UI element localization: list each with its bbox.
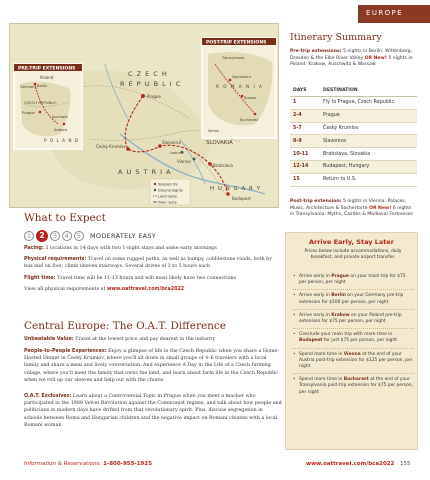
- table-row: [290, 97, 417, 110]
- item-rest: at the end of your Austria post-trip extension for $125 per person, per night: [299, 351, 413, 370]
- item-rest: on your Germany pre-trip extension for $100 per person, per night: [299, 293, 404, 305]
- list-item: [293, 274, 414, 290]
- pre-inset-poland-top: Poland: [40, 75, 54, 80]
- item-city: Krakow: [331, 312, 350, 318]
- pre-inset-krakow: Krakow: [54, 128, 68, 132]
- table-row: [290, 148, 417, 161]
- view-requirements-text: View all physical requirements at: [24, 287, 107, 292]
- value-text: Travel at the lowest price and pay dearest in the industry: [75, 337, 216, 342]
- row-destination: Slavonice: [320, 135, 417, 148]
- table-row: [290, 109, 417, 122]
- post-inset-transylvania: Transylvania: [222, 56, 245, 60]
- map-city-prague: Prague: [147, 94, 161, 99]
- row-destination: Fly to Prague, Czech Republic: [320, 97, 417, 110]
- pace-level-2-active: 2: [36, 230, 48, 242]
- item-lead: Arrive early in: [299, 293, 332, 299]
- requirements-link[interactable]: www.oattravel.com/bca2022: [106, 287, 185, 292]
- row-days: 10-11: [290, 148, 320, 161]
- post-inset-title: POST-TRIP EXTENSIONS: [206, 40, 267, 46]
- physical-text: Travel on some rugged paths, as well as bumpy, cobblestone roads, both by bus and on foot; climb uneven stairways. Several drives of 3 to 5 hours each: [24, 257, 272, 270]
- value-label: Unbeatable Value:: [24, 337, 74, 342]
- itinerary-header-destination: DESTINATION: [320, 86, 417, 97]
- map-city-slavonice: Slavonice: [162, 140, 182, 145]
- post-trip-new: New!: [378, 205, 392, 211]
- requirements-link-paragraph: [24, 286, 282, 293]
- map-city-lednice: Lednice: [170, 151, 184, 155]
- item-city: Bucharest: [343, 377, 369, 383]
- pre-trip-new: New!: [373, 55, 387, 61]
- list-item: [293, 377, 414, 399]
- row-destination: Bratislava, Slovakia: [320, 148, 417, 161]
- map-label-austria: A U S T R I A: [118, 168, 172, 176]
- map-label-hungary: H U N G A R Y: [210, 186, 261, 192]
- legend-item-0: Tailored OS: [158, 182, 178, 187]
- pre-trip-text-2: 5 nights in Poland: Krakow, Auschwitz & Warsaw: [290, 55, 413, 68]
- people-paragraph: [24, 348, 282, 384]
- pre-inset-berlin: Berlin: [37, 84, 48, 88]
- post-inset-romania: R O M A N I A: [216, 84, 264, 89]
- item-rest: on your Poland pre-trip extension for $75 per person, per night: [299, 312, 402, 325]
- legend-item-1: Ground Sights: [158, 188, 183, 193]
- value-paragraph: [24, 336, 282, 343]
- item-lead: Arrive early in: [299, 312, 332, 318]
- physical-paragraph: [24, 256, 282, 270]
- map-label-slovakia: SLOVAKIA: [206, 140, 233, 146]
- pace-level-1: 1: [24, 231, 34, 241]
- item-city: Berlin: [331, 293, 346, 299]
- exclusives-label: O.A.T. Exclusives:: [24, 394, 72, 399]
- post-inset-serbia: Serbia: [208, 129, 219, 133]
- post-trip-note: [290, 199, 416, 219]
- item-rest: at the end of your Transylvania post-trip extension for $75 per person, per night: [299, 377, 413, 395]
- item-lead: Conclude your main trip with more time in: [299, 332, 393, 338]
- route-map-graphic: [10, 24, 279, 208]
- map-city-vienna: Vienna: [177, 159, 191, 164]
- arrive-early-intro: Prices below include accommodations, daily breakfast, and private airport transfer.: [304, 249, 402, 261]
- pace-indicator: [24, 230, 156, 241]
- pre-inset-title: PRE-TRIP EXTENSIONS: [18, 66, 76, 72]
- pre-trip-text: 5 nights in Berlin, Wittenberg, Dresden & the Elbe River Valley: [290, 49, 412, 61]
- list-item: [293, 332, 414, 348]
- what-to-expect-title: What to Expect: [24, 212, 106, 224]
- pace-level-3: 3: [50, 231, 60, 241]
- post-trip-label: Post-trip extension:: [290, 199, 342, 204]
- row-days: 1: [290, 97, 320, 110]
- post-trip-inset: [202, 38, 276, 138]
- map-label-republic: R E P U B L I C: [120, 80, 182, 88]
- pacing-text: 5 locations in 14 days with two 1-night stays and some early mornings: [45, 246, 217, 251]
- post-inset-bucharest: Bucharest: [240, 118, 259, 122]
- people-text: Enjoy a glimpse of life in the Czech Republic when you share a Home-Hosted Dinner in Český Krumlov, where you'll sit down in small groups of 4–6 travelers with a local family and share a meal and lively conversation. And experience A Day in the Life of a Czech farming village, where you'll meet the family that owns the land, and learn about farm life in the Czech Republic when we roll up our sleeves and help out with the chores: [24, 349, 279, 383]
- list-item: [293, 293, 414, 309]
- row-destination: Budapest, Hungary: [320, 160, 417, 173]
- row-days: 12-14: [290, 160, 320, 173]
- flight-paragraph: [24, 275, 282, 282]
- pace-level-4: 4: [62, 231, 72, 241]
- map-city-krumlov: Český Krumlov: [96, 144, 126, 149]
- section-tab: [358, 5, 430, 23]
- exclusives-text: Learn about a Controversial Topic in Prague when you meet a teacher who participated in the 1989 Velvet Revolution against the Communist regime, and talk about how people and politicians in modern days have drifted from that revolutionary spirit. Plus, discuss segregation in schools between Roma and Hungarian children and the negative impact on Romani citizens with a local Romani woman: [24, 394, 282, 428]
- post-trip-or: OR: [369, 205, 377, 211]
- map-city-budapest: Budapest: [232, 196, 251, 201]
- footer-phone[interactable]: 1-800-955-1925: [103, 461, 153, 467]
- row-destination: Return to U.S.: [320, 173, 417, 186]
- row-days: 2-4: [290, 109, 320, 122]
- map-legend: [150, 179, 190, 205]
- itinerary-table: [290, 86, 417, 187]
- item-lead: Spend more time in: [299, 351, 344, 357]
- post-trip-text: 5 nights in Vienna: Palaces, Music, Architecture & Sachertorte: [290, 199, 407, 211]
- table-row: [290, 160, 417, 173]
- pre-inset-germany: Germany: [20, 85, 37, 89]
- arrive-early-box: [285, 232, 418, 450]
- physical-label: Physical requirements:: [24, 257, 87, 262]
- post-trip-text-2: 6 nights in Transylvania: Myths, Castles & Medieval Fortresses: [290, 205, 413, 218]
- route-map: [9, 23, 279, 208]
- row-days: 8-9: [290, 135, 320, 148]
- post-inset-brasov: Brasov: [244, 96, 257, 100]
- pace-label: MODERATELY EASY: [90, 231, 157, 240]
- list-item: [293, 352, 414, 375]
- item-lead: Arrive early in: [299, 274, 332, 279]
- table-row: [290, 122, 417, 135]
- people-label: People-to-People Experiences:: [24, 349, 107, 354]
- table-row: [290, 135, 417, 148]
- pacing-paragraph: [24, 245, 282, 252]
- list-item: [293, 313, 414, 329]
- flight-label: Flight time:: [24, 276, 56, 281]
- item-lead: Spend more time in: [299, 377, 344, 383]
- pre-inset-prague: Prague: [22, 111, 35, 115]
- section-tab-label: EUROPE: [366, 9, 403, 17]
- arrive-early-title: Arrive Early, Stay Later: [308, 238, 395, 246]
- itinerary-header-row: [290, 86, 417, 97]
- pre-inset-poland: P O L A N D: [44, 138, 80, 143]
- legend-item-2: Land route: [158, 194, 177, 199]
- pre-trip-note: [290, 49, 416, 69]
- item-city: Vienna: [343, 351, 361, 357]
- row-destination: Český Krumlov: [320, 122, 417, 135]
- page-number: 155: [400, 461, 411, 467]
- pre-trip-or: OR: [364, 55, 373, 61]
- row-days: 15: [290, 173, 320, 186]
- flight-text: Travel time will be 11-13 hours and will most likely have two connections: [57, 276, 237, 281]
- item-city: Prague: [331, 274, 349, 279]
- row-destination: Prague: [320, 109, 417, 122]
- legend-item-3: Train route: [158, 200, 177, 205]
- itinerary-title: Itinerary Summary: [290, 32, 382, 43]
- item-rest: on your main trip for $75 per person, per night: [299, 274, 406, 286]
- pre-inset-auschwitz: Auschwitz: [52, 115, 69, 119]
- arrive-early-list: [293, 274, 414, 402]
- table-row: [290, 173, 417, 186]
- post-inset-sighisoara: Sighisoara: [232, 75, 251, 79]
- footer-url[interactable]: www.oattravel.com/bca2022: [306, 461, 395, 467]
- pacing-label: Pacing:: [24, 246, 44, 251]
- pre-trip-inset: [14, 64, 82, 149]
- item-city: Budapest: [299, 338, 323, 344]
- row-days: 5-7: [290, 122, 320, 135]
- map-city-bratislava: Bratislava: [213, 163, 233, 168]
- pre-trip-label: Pre-trip extensions:: [290, 49, 342, 54]
- exclusives-paragraph: [24, 393, 282, 429]
- footer-contact: [24, 461, 152, 467]
- pace-level-5: 5: [74, 231, 84, 241]
- itinerary-header-days: DAYS: [290, 86, 320, 97]
- pre-inset-czech: CZECH REPUBLIC: [24, 100, 57, 105]
- difference-title: Central Europe: The O.A.T. Difference: [24, 320, 227, 332]
- top-bar: [0, 0, 430, 23]
- item-rest: for just $75 per person, per night: [322, 338, 397, 344]
- footer-contact-label: Information & Reservations:: [24, 461, 102, 467]
- map-label-czech: C Z E C H: [128, 70, 168, 78]
